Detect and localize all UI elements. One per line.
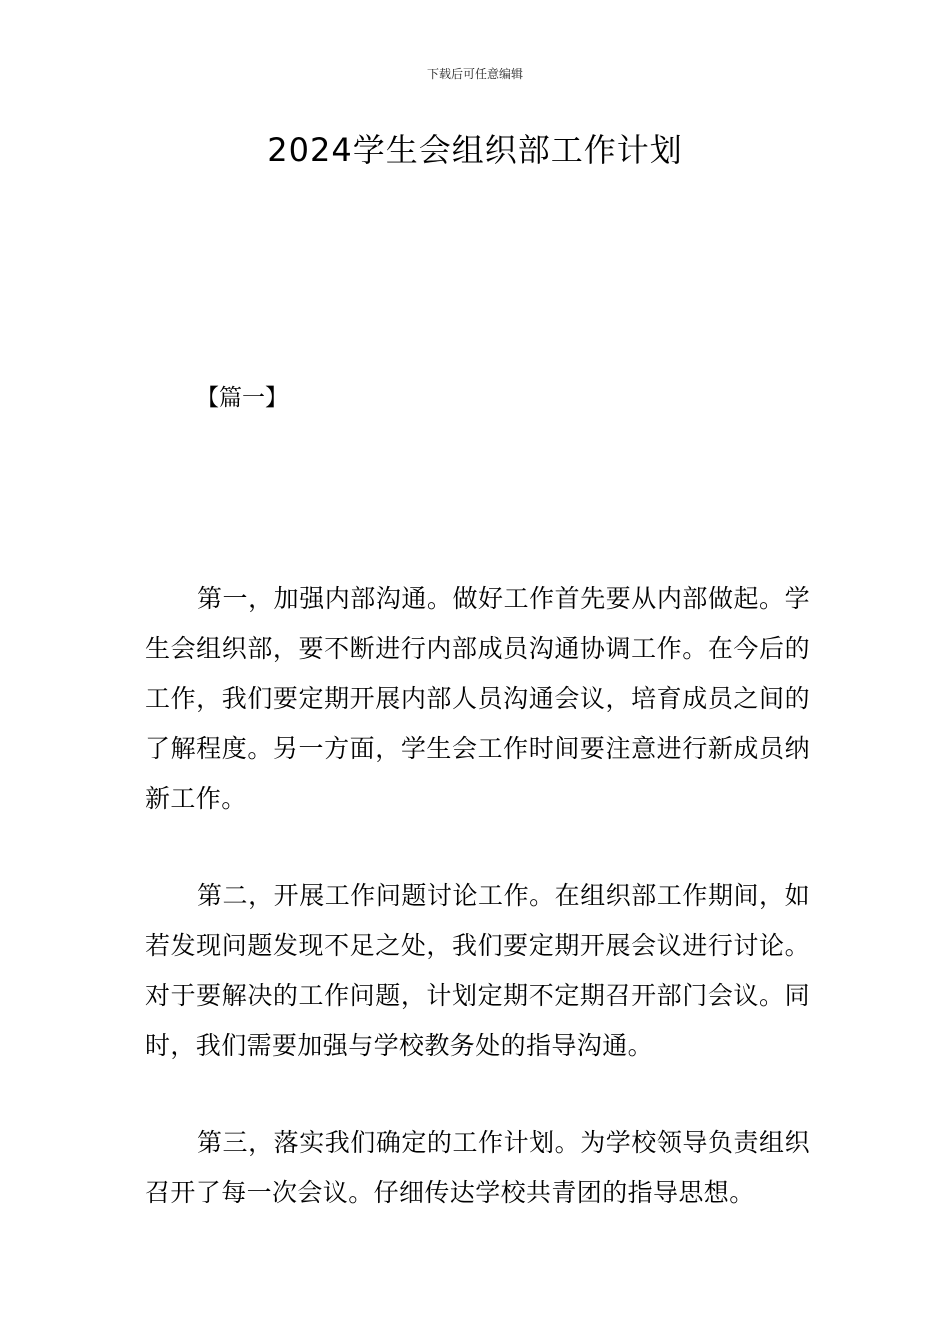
header-note: 下载后可任意编辑: [426, 67, 523, 81]
paragraph-1: 第一，加强内部沟通。做好工作首先要从内部做起。学生会组织部，要不断进行内部成员沟通协调工作。在今后的工作，我们要定期开展内部人员沟通会议，培育成员之间的了解程度。另一方面，学生会工作时间要注意进行新成员纳新工作。: [145, 584, 810, 813]
document-title: 2024学生会组织部工作计划: [267, 131, 683, 169]
paragraph-2: 第二，开展工作问题讨论工作。在组织部工作期间，如若发现问题发现不足之处，我们要定期开展会议进行讨论。对于要解决的工作问题，计划定期不定期召开部门会议。同时，我们需要加强与学校教务处的指导沟通。: [145, 881, 810, 1060]
paragraph-3: 第三，落实我们确定的工作计划。为学校领导负责组织召开了每一次会议。仔细传达学校共青团的指导思想。: [145, 1128, 810, 1207]
section-heading: 【篇一】: [196, 385, 288, 411]
